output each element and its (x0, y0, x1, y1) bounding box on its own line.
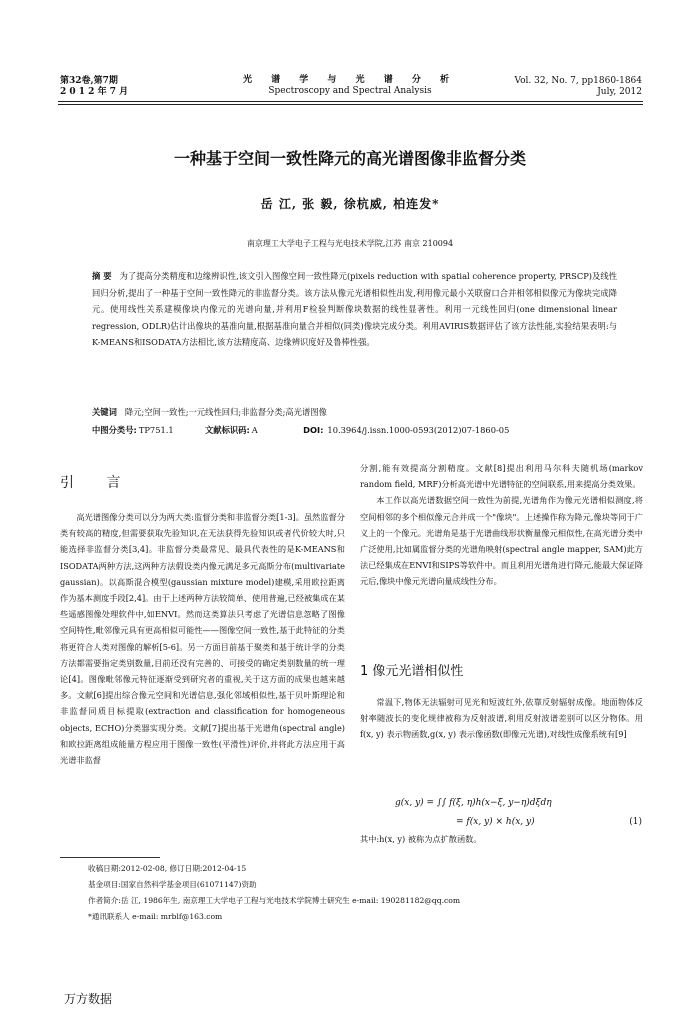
paper-title: 一种基于空间一致性降元的高光谱图像非监督分类 (173, 149, 526, 168)
abstract-label: 摘 要 (92, 271, 112, 281)
right-paragraph-1: 分割,能有效提高分割精度。文献[8]提出利用马尔科夫随机场(markov random field, MRF)分析高光谱中光谱特征的空间联系,用来提高分类效果。 (360, 463, 643, 490)
watermark-text: 万方数据 (64, 992, 113, 1006)
paper-authors: 岳 江, 张 毅, 徐杭威, 柏连发* (260, 197, 440, 211)
volume-pages-en: Vol. 32, No. 7, pp1860-1864 (514, 76, 642, 86)
classification-line (92, 422, 652, 438)
right-column-top (360, 460, 643, 590)
section-1-heading: 1 像元光谱相似性 (360, 664, 464, 679)
equation-line-2: = f(x, y) × h(x, y) (456, 817, 535, 827)
running-header-right (514, 76, 642, 98)
footnote-author: 作者简介:岳 江, 1986年生, 南京理工大学电子工程与光电技术学院博士研究生 e-mail: 190281182@qq.com (88, 896, 461, 905)
right-paragraph-2: 本工作以高光谱数据空间一致性为前提,光谱角作为像元光谱相似测度,将空间相邻的多个相似像元合并成一个"像块"。上述操作称为降元,像块等同于广义上的一个像元。光谱角是基于光谱曲线形状衡量像元相似性,在高光谱分类中广泛使用,比如属监督分类的光谱角映射(spectral angle mapper, SAM)此方法已经集成在ENVI和SIPS等软件中。而且利用光谱角进行降元,能最大保证降元后,像块中像元光谱向量成线性分布。 (360, 495, 643, 587)
affiliation: 南京理工大学电子工程与光电技术学院,江苏 南京 210094 (246, 239, 454, 248)
footnote-received: 收稿日期:2012-02-08, 修订日期:2012-04-15 (88, 864, 247, 873)
journal-name-en: Spectroscopy and Spectral Analysis (268, 86, 432, 96)
section-1-body (360, 694, 643, 743)
doc-code-value: A (251, 425, 258, 435)
clc-value: TP751.1 (138, 425, 174, 435)
intro-body (60, 509, 345, 768)
header-rule-thin (58, 104, 643, 105)
keywords-text: 降元;空间一致性;一元线性回归;非监督分类;高光谱图像 (124, 407, 327, 417)
date-en: July, 2012 (597, 87, 642, 97)
doi-value: 10.3964/j.issn.1000-0593(2012)07-1860-05 (327, 425, 510, 435)
intro-heading: 引 言 (60, 475, 135, 491)
section-1-paragraph: 常温下,物体无法辐射可见光和短波红外,依靠反射辐射成像。地面物体反射率随波长的变化规律被称为反射波谱,利用反射波谱差别可以区分物体。用 f(x, y) 表示物函数,g(x, y) 表示像函数(即像元光谱),对线性成像系统有[9] (360, 697, 643, 740)
equation-explanation: 其中:h(x, y) 被称为点扩散函数。 (360, 834, 482, 844)
keywords-label: 关键词 (92, 407, 117, 417)
journal-name-cn: 光 谱 学 与 光 谱 分 析 (243, 75, 457, 85)
doi-label: DOI: (303, 425, 324, 435)
keywords (92, 404, 617, 420)
header-rule-thick (58, 101, 643, 102)
clc-label: 中图分类号: (92, 425, 137, 435)
volume-issue: 第32卷,第7期 (60, 76, 118, 86)
footnote-corresponding: *通讯联系人 e-mail: mrblf@163.com (88, 912, 223, 921)
year-month: 2 0 1 2 年 7 月 (60, 87, 129, 97)
footnote-fund: 基金项目:国家自然科学基金项目(61071147)资助 (88, 880, 257, 889)
equation-number: (1) (629, 817, 642, 827)
doc-code-label: 文献标识码: (204, 425, 250, 435)
footnote-rule (60, 857, 160, 858)
abstract-text: 为了提高分类精度和边缘辨识性,该文引入图像空间一致性降元(pixels reduction with spatial coherence property, PRSCP)及线性回归分析,提出了一种基于空间一致性降元的非监督分类。该方法从像元光谱相似性出发,利用像元最小关联窗口合并相邻相似像元为像块完成降元。使用线性关系建模像块内像元的光谱向量,并利用F检验判断像块数据的线性显著性。利用一元线性回归(one dimensional linear regression, ODLR)估计出像块的基准向量,根据基准向量合并相似(同类)像块完成分类。利用AVIRIS数据评估了该方法性能,实验结果表明:与K-MEANS和ISODATA方法相比,该方法精度高、边缘辨识度好及鲁棒性强。 (92, 271, 617, 347)
equation-line-1: g(x, y) = ∫∫ f(ξ, η)h(x−ξ, y−η)dξdη (395, 798, 552, 808)
intro-paragraph: 高光谱图像分类可以分为两大类:监督分类和非监督分类[1-3]。虽然监督分类有较高的精度,但需要获取先验知识,在无法获得先验知识或者代价较大时,只能选择非监督分类[3,4]。非监督分类最常见、最具代表性的是K-MEANS和ISODATA两种方法,这两种方法假设类内像元满足多元高斯分布(multivariate gaussian)。以高斯混合模型(gaussian mixture model)建模,采用欧拉距离作为基本测度手段[2,4]。由于上述两种方法较简单、使用普遍,已经被集成在某些遥感图像处理软件中,如ENVI。然而这类算法只考虑了光谱信息忽略了图像空间特性,毗邻像元具有更高相似可能性——图像空间一致性,基于此特征的分类将更符合人类对图像的解析[5-6]。另一方面目前基于聚类和基于统计学的分类方法都需要指定类别数量,目前还没有完善的、可接受的确定类别数量的统一理论[4]。图像毗邻像元特征逐渐受到研究者的重视,关于这方面的成果也越来越多。文献[6]提出综合像元空间和光谱信息,强化邻域相似性,基于贝叶斯理论和非监督同质目标提取(extraction and classification for homogeneous objects, ECHO)分类器实现分类。文献[7]提出基于光谱角(spectral angle)和欧拉距离组成能量方程应用于图像一致性(平滑性)评价,并将此方法应用于高光谱非监督 (60, 512, 345, 766)
abstract (92, 268, 617, 351)
